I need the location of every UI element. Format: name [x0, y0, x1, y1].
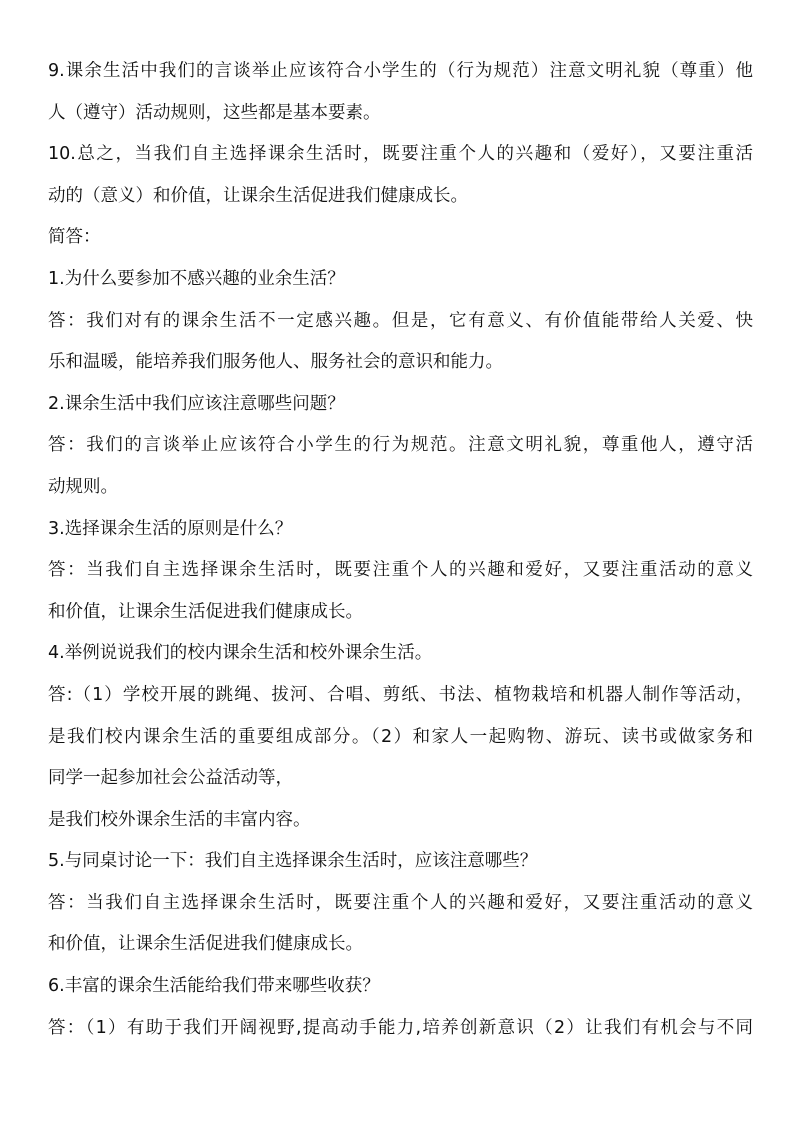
- question: 3.选择课余生活的原则是什么？: [48, 518, 293, 539]
- question: 2.课余生活中我们应该注意哪些问题？: [48, 393, 345, 414]
- text-line: 人（遵守）活动规则，这些都是基本要素。: [48, 102, 381, 123]
- answer-line: 答：当我们自主选择课余生活时，既要注重个人的兴趣和爱好，又要注重活动的意义: [48, 892, 753, 913]
- text-line: 10.总之，当我们自主选择课余生活时，既要注重个人的兴趣和（爱好），又要注重活: [48, 144, 753, 165]
- answer-line: 答：当我们自主选择课余生活时，既要注重个人的兴趣和爱好，又要注重活动的意义: [48, 560, 753, 581]
- answer-line: 是我们校外课余生活的丰富内容。: [48, 809, 311, 830]
- answer-line: 乐和温暖，能培养我们服务他人、服务社会的意识和能力。: [48, 352, 503, 373]
- question: 1.为什么要参加不感兴趣的业余生活？: [48, 268, 345, 289]
- question: 5.与同桌讨论一下：我们自主选择课余生活时，应该注意哪些？: [48, 851, 538, 872]
- text-line: 9.课余生活中我们的言谈举止应该符合小学生的（行为规范）注意文明礼貌（尊重）他: [48, 61, 753, 81]
- text-line: 动的（意义）和价值，让课余生活促进我们健康成长。: [48, 185, 468, 206]
- question: 6.丰富的课余生活能给我们带来哪些收获？: [48, 976, 380, 997]
- answer-line: 答：我们的言谈举止应该符合小学生的行为规范。注意文明礼貌，尊重他人，遵守活: [48, 435, 753, 456]
- answer-line: 是我们校内课余生活的重要组成部分。（2）和家人一起购物、游玩、读书或做家务和: [48, 726, 753, 747]
- answer-line: 答：（1）有助于我们开阔视野,提高动手能力,培养创新意识（2）让我们有机会与不同: [48, 1017, 753, 1038]
- section-heading: 简答：: [48, 227, 101, 248]
- question: 4.举例说说我们的校内课余生活和校外课余生活。: [48, 643, 433, 664]
- answer-line: 和价值，让课余生活促进我们健康成长。: [48, 601, 363, 622]
- document-page: [48, 51, 753, 1049]
- answer-line: 答：我们对有的课余生活不一定感兴趣。但是，它有意义、有价值能带给人关爱、快: [48, 310, 753, 331]
- answer-line: 和价值，让课余生活促进我们健康成长。: [48, 934, 363, 955]
- answer-line: 动规则。: [48, 476, 118, 497]
- answer-line: 同学一起参加社会公益活动等，: [48, 768, 293, 789]
- answer-line: 答:（1）学校开展的跳绳、拔河、合唱、剪纸、书法、植物栽培和机器人制作等活动，: [48, 684, 753, 705]
